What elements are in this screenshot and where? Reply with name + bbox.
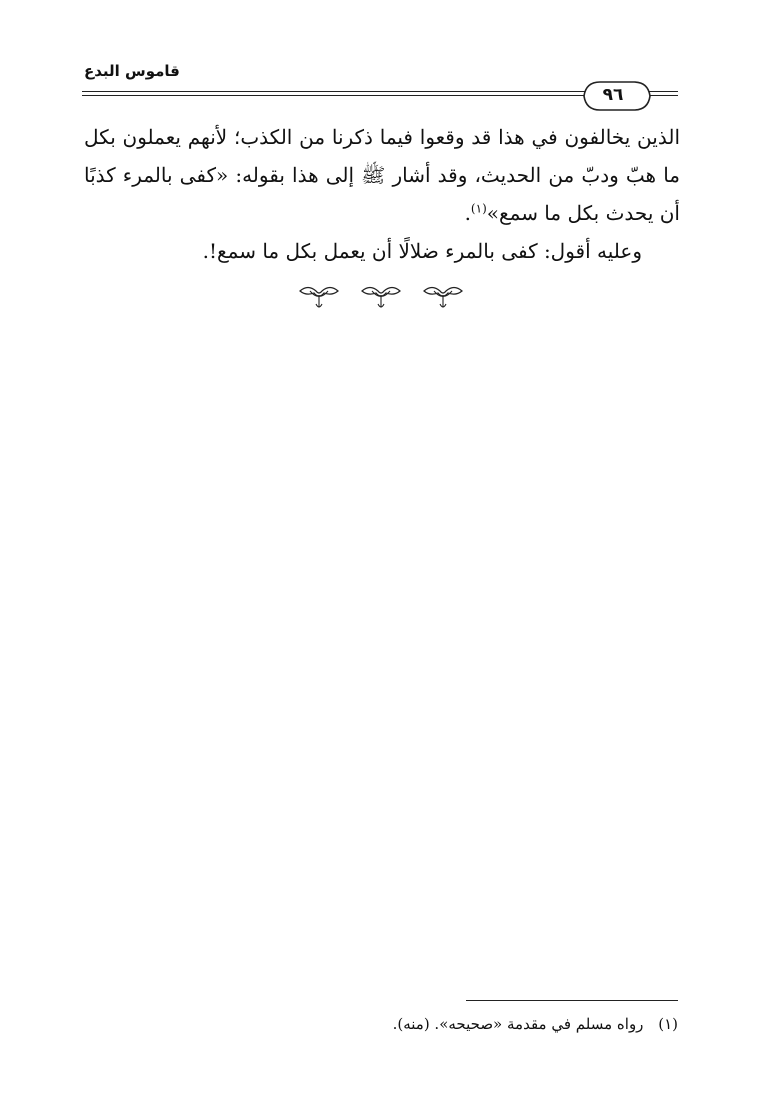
ornament-icon <box>296 282 342 312</box>
section-divider-ornaments <box>296 282 466 312</box>
running-title: قاموس البدع <box>84 62 180 80</box>
page-number-badge <box>582 80 652 112</box>
footnote <box>84 1012 678 1036</box>
ornament-icon <box>420 282 466 312</box>
page-number: ٩٦ <box>602 85 624 105</box>
paragraph-text: الذين يخالفون في هذا قد وقعوا فيما ذكرنا من الكذب؛ لأنهم يعملون بكل ما هبّ ودبّ من الحديث، وقد أشار ﷺ إلى هذا بقوله: «كفى بالمرء كذبًا أن يحدث بكل ما سمع» <box>84 125 680 225</box>
paragraph <box>84 118 680 232</box>
paragraph-text: وعليه أقول: كفى بالمرء ضلالًا أن يعمل بكل ما سمع!. <box>202 239 642 263</box>
footnote-number: (١) <box>658 1015 678 1033</box>
footnote-separator <box>466 1000 678 1001</box>
footnote-text: رواه مسلم في مقدمة «صحيحه». (منه). <box>392 1015 644 1033</box>
paragraph-end: . <box>464 201 471 225</box>
main-text <box>84 118 680 270</box>
ornament-icon <box>358 282 404 312</box>
footnote-reference[interactable]: (١) <box>470 201 487 216</box>
paragraph <box>84 232 680 270</box>
